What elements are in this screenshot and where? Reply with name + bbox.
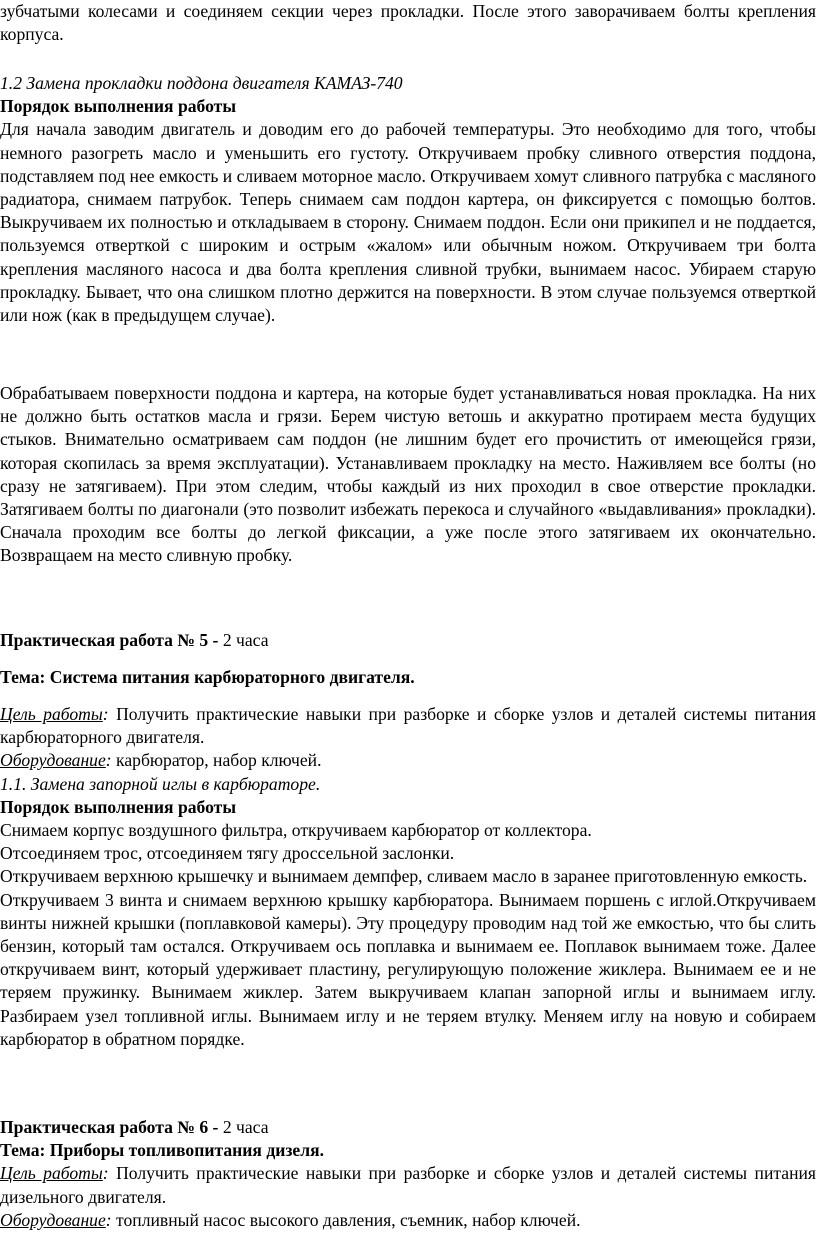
practical-5-body — [0, 703, 816, 1051]
goal-text: Получить практические навыки при разборке и сборке узлов и деталей системы питания карбюраторного двигателя. — [0, 704, 816, 748]
practical-topic: Тема: Приборы топливопитания дизеля. — [0, 1140, 325, 1161]
procedure-step: Откручиваем 3 винта и снимаем верхнюю крышку карбюратора. Вынимаем поршень с иглой.Откручиваем винты нижней крышки (поплавковой камеры). Эту процедуру проводим над той же емкостью, что бы слить бензин, который там остался. Откручиваем ось поплавка и вынимаем ее. Поплавок вынимаем тоже. Далее откручиваем винт, который удерживает пластину, регулирующую положение жиклера. Вынимаем ее и не теряем пружинку. Вынимаем жиклер. Затем выкручиваем клапан запорной иглы и вынимаем иглу. Разбираем узел топливной иглы. Вынимаем иглу и не теряем втулку. Меняем иглу на новую и собираем карбюратор в обратном порядке. — [0, 889, 816, 1049]
procedure-title: Порядок выполнения работы — [0, 796, 237, 817]
procedure-title: Порядок выполнения работы — [0, 96, 237, 117]
goal-colon: : — [102, 704, 109, 724]
equipment-label: Оборудование — [0, 750, 106, 771]
procedure-step: Снимаем корпус воздушного фильтра, откручиваем карбюратор от коллектора. — [0, 820, 592, 841]
practical-6 — [0, 1116, 816, 1232]
intro-paragraph: зубчатыми колесами и соединяем секции через прокладки. После этого заворачиваем болты крепления корпуса. — [0, 1, 816, 45]
goal-colon: : — [102, 1163, 109, 1184]
practical-topic: Тема: Система питания карбюраторного двигателя. — [0, 667, 415, 687]
goal-line — [0, 1162, 816, 1208]
equipment-line — [0, 749, 816, 772]
procedure-step: Отсоединяем трос, отсоединяем тягу дроссельной заслонки. — [0, 843, 455, 864]
procedure-paragraph-2: Обрабатываем поверхности поддона и картера, на которые будет устанавливаться новая прокладка. На них не должно быть остатков масла и грязи. Берем чистую ветошь и аккуратно протираем места будущих стыков. Внимательно осматриваем сам поддон (не лишним будет его прочистить от имеющейся грязи, которая скопилась за время эксплуатации). Устанавливаем прокладку на место. Наживляем все болты (но сразу не затягиваем). При этом следим, чтобы каждый из них проходил в свое отверстие прокладки. Затягиваем болты по диагонали (это позволит избежать перекоса и случайного «выдавливания» прокладки). Сначала проходим все болты до легкой фиксации, а уже после этого затягиваем их окончательно. Возвращаем на место сливную пробку. — [0, 383, 816, 566]
section-1-2 — [0, 72, 816, 327]
practical-title-line — [0, 1116, 816, 1139]
equipment-label: Оборудование — [0, 1209, 106, 1230]
procedure-step: Откручиваем верхнюю крышечку и вынимаем демпфер, сливаем масло в заранее приготовленную емкость. — [0, 866, 808, 887]
subsection-heading: 1.1. Замена запорной иглы в карбюраторе. — [0, 773, 321, 794]
section-heading: 1.2 Замена прокладки поддона двигателя КАМАЗ-740 — [0, 73, 403, 93]
practical-title-line — [0, 629, 816, 652]
practical-duration: 2 часа — [218, 630, 269, 650]
equipment-colon: : — [105, 750, 112, 771]
goal-line — [0, 703, 816, 749]
goal-label: Цель работы — [0, 704, 103, 724]
goal-text: Получить практические навыки при разборке и сборке узлов и деталей системы питания дизельного двигателя. — [0, 1163, 816, 1207]
practical-title: Практическая работа № 5 - — [0, 630, 219, 650]
equipment-text: топливный насос высокого давления, съемник, набор ключей. — [111, 1209, 581, 1230]
equipment-text: карбюратор, набор ключей. — [111, 750, 322, 771]
goal-label: Цель работы — [0, 1163, 103, 1184]
practical-5-header — [0, 629, 816, 652]
equipment-line — [0, 1209, 816, 1232]
procedure-paragraph: Для начала заводим двигатель и доводим его до рабочей температуры. Это необходимо для того, чтобы немного разогреть масло и уменьшить его густоту. Откручиваем пробку сливного отверстия поддона, подставляем под нее емкость и сливаем моторное масло. Откручиваем хомут сливного патрубка с масляного радиатора, снимаем патрубок. Теперь снимаем сам поддон картера, он фиксируется с помощью болтов. Выкручиваем их полностью и откладываем в сторону. Снимаем поддон. Если они прикипел и не поддается, пользуемся отверткой с широким и острым «жалом» или обычным ножом. Откручиваем три болта крепления масляного насоса и два болта крепления сливной трубки, вынимаем насос. Убираем старую прокладку. Бывает, что она слишком плотно держится на поверхности. В этом случае пользуемся отверткой или нож (как в предыдущем случае). — [0, 119, 816, 326]
equipment-colon: : — [105, 1209, 112, 1230]
practical-title: Практическая работа № 6 - — [0, 1117, 219, 1137]
practical-duration: 2 часа — [218, 1117, 269, 1137]
